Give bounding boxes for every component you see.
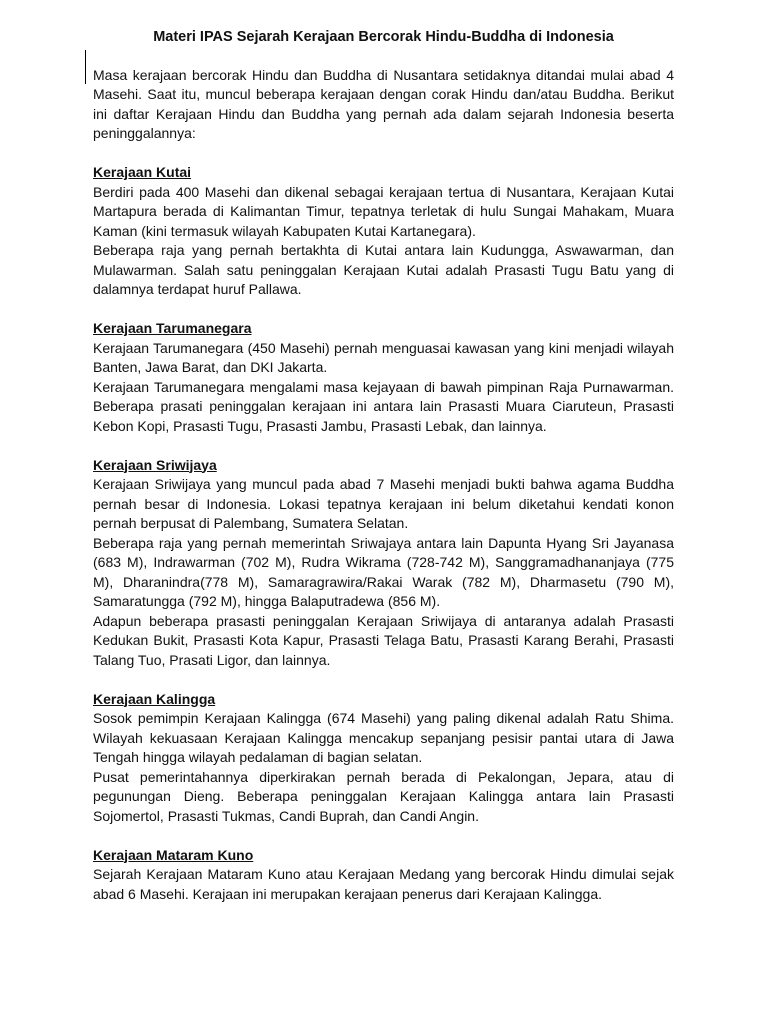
section-heading: Kerajaan Kalingga xyxy=(93,690,216,707)
section-kutai xyxy=(93,163,674,300)
section-paragraph: Kerajaan Sriwijaya yang muncul pada abad 7 Masehi menjadi bukti bahwa agama Buddha pernah besar di Indonesia. Lokasi tepatnya kerajaan ini belum diketahui kendati konon pernah berpusat di Palembang, Sumatera Selatan. xyxy=(93,476,674,531)
section-tarumanegara xyxy=(93,319,674,436)
section-heading: Kerajaan Kutai xyxy=(93,164,192,180)
section-paragraph: Sosok pemimpin Kerajaan Kalingga (674 Masehi) yang paling dikenal adalah Ratu Shima. Wilayah kekuasaan Kerajaan Kalingga mencakup sepanjang pesisir pantai utara di Jawa Tengah hingga wilayah pedalaman di bagian selatan. xyxy=(93,710,674,765)
section-kalingga xyxy=(93,690,674,827)
text-cursor xyxy=(85,50,86,84)
document-title: Materi IPAS Sejarah Kerajaan Bercorak Hindu-Buddha di Indonesia xyxy=(153,29,614,45)
section-paragraph: Pusat pemerintahannya diperkirakan pernah berada di Pekalongan, Jepara, atau di pegunungan Dieng. Beberapa peninggalan Kerajaan Kalingga antara lain Prasasti Sojomertol, Prasasti Tukmas, Candi Buprah, dan Candi Angin. xyxy=(93,768,674,824)
section-heading: Kerajaan Tarumanegara xyxy=(93,320,252,336)
intro-paragraph: Masa kerajaan bercorak Hindu dan Buddha di Nusantara setidaknya ditandai mulai abad 4 Masehi. Saat itu, muncul beberapa kerajaan dengan corak Hindu dan/atau Buddha. Berikut ini daftar Kerajaan Hindu dan Buddha yang pernah ada dalam sejarah Indonesia beserta peninggalannya: xyxy=(93,66,674,141)
section-paragraph: Beberapa raja yang pernah bertakhta di Kutai antara lain Kudungga, Aswawarman, dan Mulawarman. Salah satu peninggalan Kerajaan Kutai adalah Prasasti Tugu Batu yang di dalamnya terdapat huruf Pallawa. xyxy=(93,242,674,297)
section-paragraph: Kerajaan Tarumanegara mengalami masa kejayaan di bawah pimpinan Raja Purnawarman. Beberapa prasati peninggalan kerajaan ini antara lain Prasasti Muara Ciaruteun, Prasasti Kebon Kopi, Prasasti Tugu, Prasasti Jambu, Prasasti Lebak, dan lainnya. xyxy=(93,378,674,434)
section-sriwijaya xyxy=(93,456,674,671)
section-paragraph: Beberapa raja yang pernah memerintah Sriwajaya antara lain Dapunta Hyang Sri Jayanasa (683 M), Indrawarman (702 M), Rudra Wikrama (728-742 M), Sanggramadhananjaya (775 M), Dharanindra(778 M), Samaragrawira/Rakai Warak (782 M), Dharmasetu (790 M), Samaratungga (792 M), hingga Balaputradewa (856 M). xyxy=(93,534,674,609)
section-paragraph: Berdiri pada 400 Masehi dan dikenal sebagai kerajaan tertua di Nusantara, Kerajaan Kutai Martapura berada di Kalimantan Timur, tepatnya terletak di hulu Sungai Mahakam, Muara Kaman (kini termasuk wilayah Kabupaten Kutai Kartanegara). xyxy=(93,183,674,239)
section-paragraph: Sejarah Kerajaan Mataram Kuno atau Kerajaan Medang yang bercorak Hindu dimulai sejak abad 6 Masehi. Kerajaan ini merupakan kerajaan penerus dari Kerajaan Kalingga. xyxy=(93,866,674,902)
section-heading: Kerajaan Sriwijaya xyxy=(93,456,217,473)
section-paragraph: Adapun beberapa prasasti peninggalan Kerajaan Sriwijaya di antaranya adalah Prasasti Kedukan Bukit, Prasasti Kota Kapur, Prasasti Telaga Batu, Prasasti Karang Berahi, Prasasti Talang Tuo, Prasati Ligor, dan lainnya. xyxy=(93,612,674,668)
section-mataram-kuno xyxy=(93,846,674,905)
section-paragraph: Kerajaan Tarumanegara (450 Masehi) pernah menguasai kawasan yang kini menjadi wilayah Banten, Jawa Barat, dan DKI Jakarta. xyxy=(93,339,674,375)
section-heading: Kerajaan Mataram Kuno xyxy=(93,846,254,863)
